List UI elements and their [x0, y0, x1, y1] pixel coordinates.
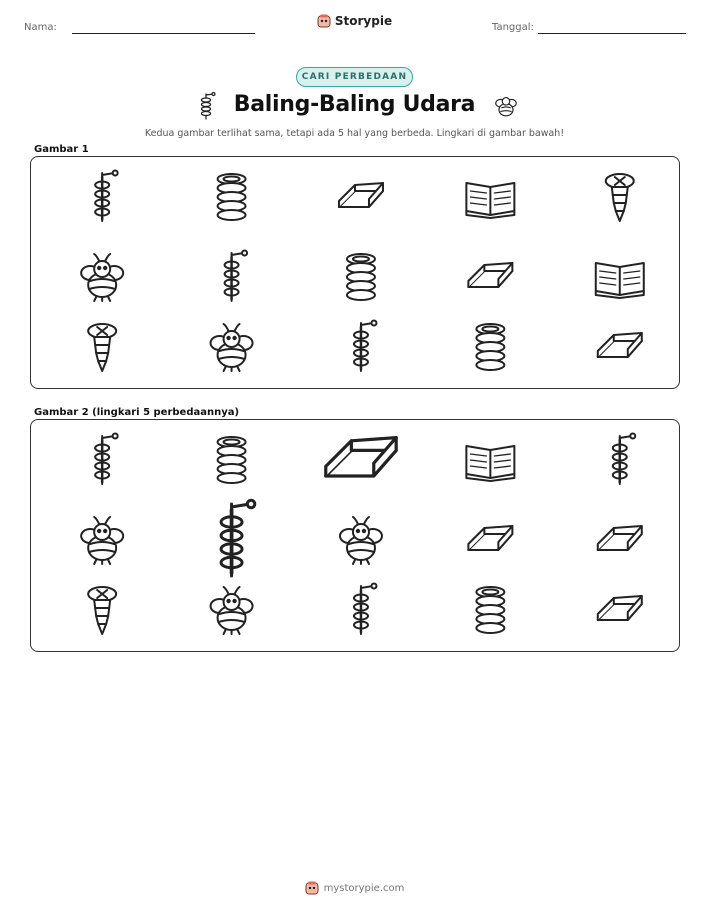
picture2-item-spring-icon[interactable] — [476, 587, 504, 633]
page-title: Baling-Baling Udara — [233, 92, 476, 117]
picture2-item-bee-icon[interactable] — [81, 517, 123, 564]
picture2-label: Gambar 2 (lingkari 5 perbedaannya) — [34, 407, 240, 418]
name-label: Nama: — [24, 22, 57, 33]
footer-site: mystorypie.com — [323, 882, 405, 894]
picture1-item-propeller-icon[interactable] — [95, 171, 118, 222]
picture1-panel[interactable] — [30, 156, 680, 389]
picture2-item-propeller-icon[interactable] — [95, 434, 118, 485]
picture2-grid — [31, 420, 678, 650]
date-label: Tanggal: — [492, 22, 534, 33]
storypie-logo-icon — [317, 14, 331, 28]
picture1-item-spring-icon[interactable] — [476, 324, 504, 370]
picture2-item-eraser-icon[interactable] — [598, 526, 642, 550]
picture2-item-propeller-icon[interactable] — [613, 434, 636, 485]
picture2-item-book-icon[interactable] — [466, 446, 514, 481]
picture2-item-eraser-icon[interactable] — [598, 596, 642, 620]
picture2-item-eraser-icon[interactable] — [326, 438, 396, 476]
picture1-item-screw-icon[interactable] — [88, 324, 116, 371]
picture1-item-book-icon[interactable] — [596, 263, 644, 298]
picture2-item-propeller-icon[interactable] — [221, 500, 255, 576]
picture2-item-screw-icon[interactable] — [88, 587, 116, 634]
title-bee-icon — [492, 91, 520, 121]
picture1-item-propeller-icon[interactable] — [225, 251, 248, 302]
brand-header — [0, 14, 709, 28]
picture2-item-propeller-icon[interactable] — [354, 584, 377, 635]
picture1-item-eraser-icon[interactable] — [339, 183, 383, 207]
picture1-grid — [31, 157, 678, 387]
picture1-item-screw-icon[interactable] — [606, 174, 634, 221]
category-badge: CARI PERBEDAAN — [296, 67, 413, 87]
picture1-item-eraser-icon[interactable] — [598, 333, 642, 357]
picture1-item-propeller-icon[interactable] — [354, 321, 377, 372]
picture1-item-book-icon[interactable] — [466, 183, 514, 218]
picture1-item-bee-icon[interactable] — [81, 254, 123, 301]
picture1-item-spring-icon[interactable] — [347, 254, 375, 300]
instructions: Kedua gambar terlihat sama, tetapi ada 5 hal yang berbeda. Lingkari di gambar bawah! — [144, 128, 565, 139]
name-field-line[interactable] — [72, 33, 255, 34]
brand-name: Storypie — [334, 14, 393, 28]
picture1-item-eraser-icon[interactable] — [468, 263, 512, 287]
picture2-panel[interactable] — [30, 419, 680, 652]
footer-logo-icon — [305, 881, 319, 895]
picture2-item-eraser-icon[interactable] — [468, 526, 512, 550]
picture2-item-bee-icon[interactable] — [211, 587, 253, 634]
picture2-item-spring-icon[interactable] — [218, 437, 246, 483]
picture2-item-bee-icon[interactable] — [340, 517, 382, 564]
picture1-label: Gambar 1 — [34, 144, 89, 155]
picture1-item-spring-icon[interactable] — [218, 174, 246, 220]
date-field-line[interactable] — [538, 33, 686, 34]
picture1-item-bee-icon[interactable] — [211, 324, 253, 371]
footer — [0, 881, 709, 895]
